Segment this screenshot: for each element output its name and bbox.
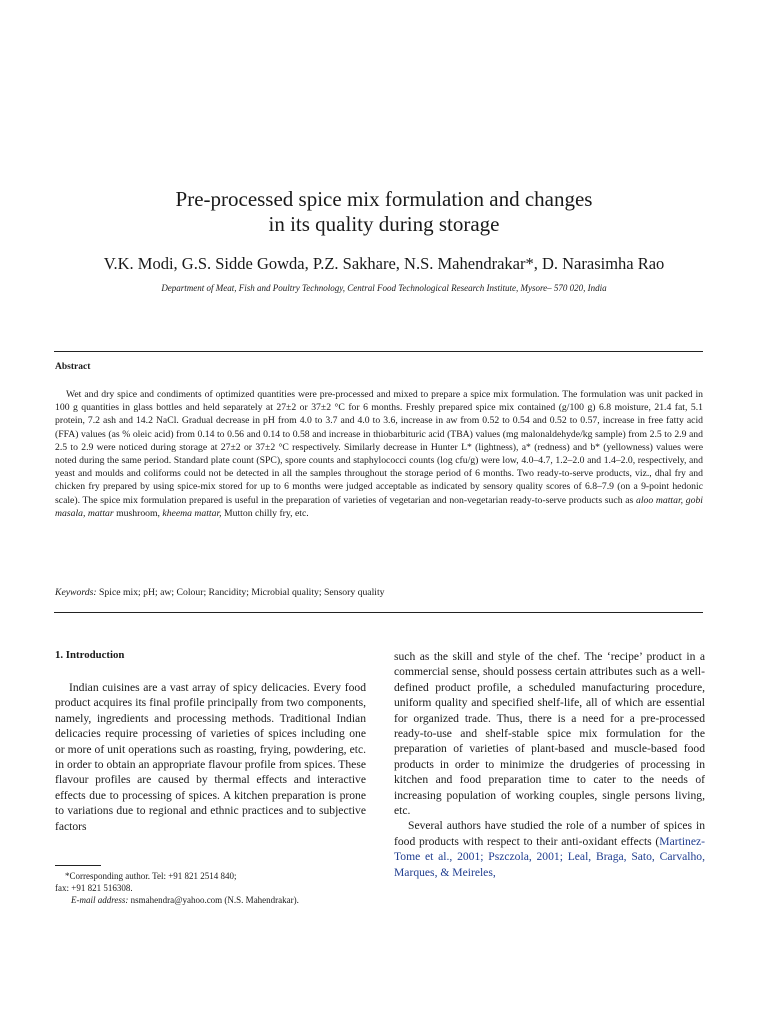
- right-column: [394, 649, 705, 880]
- abstract-body: [55, 388, 703, 520]
- email-label: E-mail address:: [71, 895, 129, 905]
- header-rule: [54, 351, 703, 352]
- footnote-rule: [55, 865, 101, 866]
- right-paragraph-2-text: Several authors have studied the role of a number of spices in food products with respect to their anti-oxidant effects (: [394, 819, 705, 848]
- footnote: [55, 870, 366, 906]
- author-list: V.K. Modi, G.S. Sidde Gowda, P.Z. Sakhare, N.S. Mahendrakar*, D. Narasimha Rao: [103, 254, 665, 273]
- keywords-label: Keywords:: [55, 587, 97, 598]
- citation-link[interactable]: Martinez-Tome et al., 2001; Pszczola, 2001; Leal, Braga, Sato, Carvalho, Marques, & Meireles,: [394, 834, 705, 879]
- footnote-phone: *Corresponding author. Tel: +91 821 2514 840;: [65, 871, 237, 881]
- email-address[interactable]: nsmahendra@yahoo.com (N.S. Mahendrakar).: [128, 895, 299, 905]
- section-heading: 1. Introduction: [55, 649, 125, 661]
- keywords-text: Spice mix; pH; aw; Colour; Rancidity; Microbial quality; Sensory quality: [99, 587, 385, 598]
- footnote-email: [55, 894, 366, 906]
- intro-paragraph: Indian cuisines are a vast array of spicy delicacies. Every food product acquires its final profile principally from two components, namely, ingredients and processing methods. Traditional Indian delicacies require processing of varieties of spices including one or more of unit operations such as roasting, frying, powdering, etc. in order to obtain an appropriate flavour profile from spices. These flavour profiles are caused by thermal effects and interactive effects due to processing of spices. A kitchen preparation is prone to variations due to regional and ethnic practices and to subjective factors: [55, 681, 366, 833]
- affiliation: Department of Meat, Fish and Poultry Technology, Central Food Technological Research Institute, Mysore– 570 020, India: [161, 283, 607, 293]
- abstract-dish-names: aloo mattar, gobi masala, mattar: [55, 494, 703, 519]
- abstract-heading: Abstract: [55, 362, 91, 372]
- abstract-bottom-rule: [54, 612, 703, 613]
- left-column: [55, 680, 366, 834]
- abstract-dish-kheema: kheema mattar,: [162, 507, 222, 519]
- abstract-text-mid: mushroom,: [113, 507, 163, 519]
- abstract-text-end: Mutton chilly fry, etc.: [221, 507, 309, 519]
- paper-title: Pre-processed spice mix formulation and changes in its quality during storage: [175, 187, 593, 236]
- right-paragraph-1: such as the skill and style of the chef. The ‘recipe’ product in a commercial sense, should possess certain attributes such as a well-defined product profile, a scheduled manufacturing procedure, uniform quality and specified shelf-life, all of which are essential for organized trade. Thus, there is a need for a pre-processed ready-to-use and shelf-stable spice mix formulation for the preparation of varieties of plant-based and muscle-based food products in order to minimize the drudgeries of processing in kitchen and food preparation time to cater to the needs of increasing population of working couples, single persons living, etc.: [394, 650, 705, 818]
- footnote-fax: fax: +91 821 516308.: [55, 883, 133, 893]
- right-paragraph-2: [394, 818, 705, 880]
- keywords-line: [55, 586, 703, 599]
- abstract-text: Wet and dry spice and condiments of optimized quantities were pre-processed and mixed to prepare a spice mix formulation. The formulation was unit packed in 100 g quantities in glass bottles and held separately at 27±2 or 37±2 °C for 6 months. Freshly prepared spice mix contained (g/100 g) 6.8 moisture, 21.4 fat, 5.1 protein, 7.2 ash and 14.2 NaCl. Gradual decrease in pH from 4.0 to 3.7 and 4.0 to 3.6, increase in aw from 0.52 to 0.54 and 0.52 to 0.57, increase in free fatty acid (FFA) values (as % oleic acid) from 0.14 to 0.56 and 0.14 to 0.58 and increase in thiobarbituric acid (TBA) values (mg malonaldehyde/kg sample) from 2.5 to 2.9 and 2.5 to 2.9 were noticed during storage at 27±2 or 37±2 °C respectively. Similarly decrease in Hunter L* (lightness), a* (redness) and b* (yellowness) values were noted during the same period. Standard plate count (SPC), spore counts and staphylococci counts (log cfu/g) were low, 4.0–4.7, 1.2–2.0 and 1.4–2.0, respectively, and yeast and moulds and coliforms could not be detected in all the samples throughout the storage period of 6 months. Two ready-to-serve products, viz., dhal fry and chicken fry prepared by using spice-mix stored for up to 6 months were judged acceptable as indicated by sensory quality scores of 6.8–7.9 (on a 9-point hedonic scale). The spice mix formulation prepared is useful in the preparation of varieties of vegetarian and non-vegetarian ready-to-serve products such as: [55, 389, 703, 506]
